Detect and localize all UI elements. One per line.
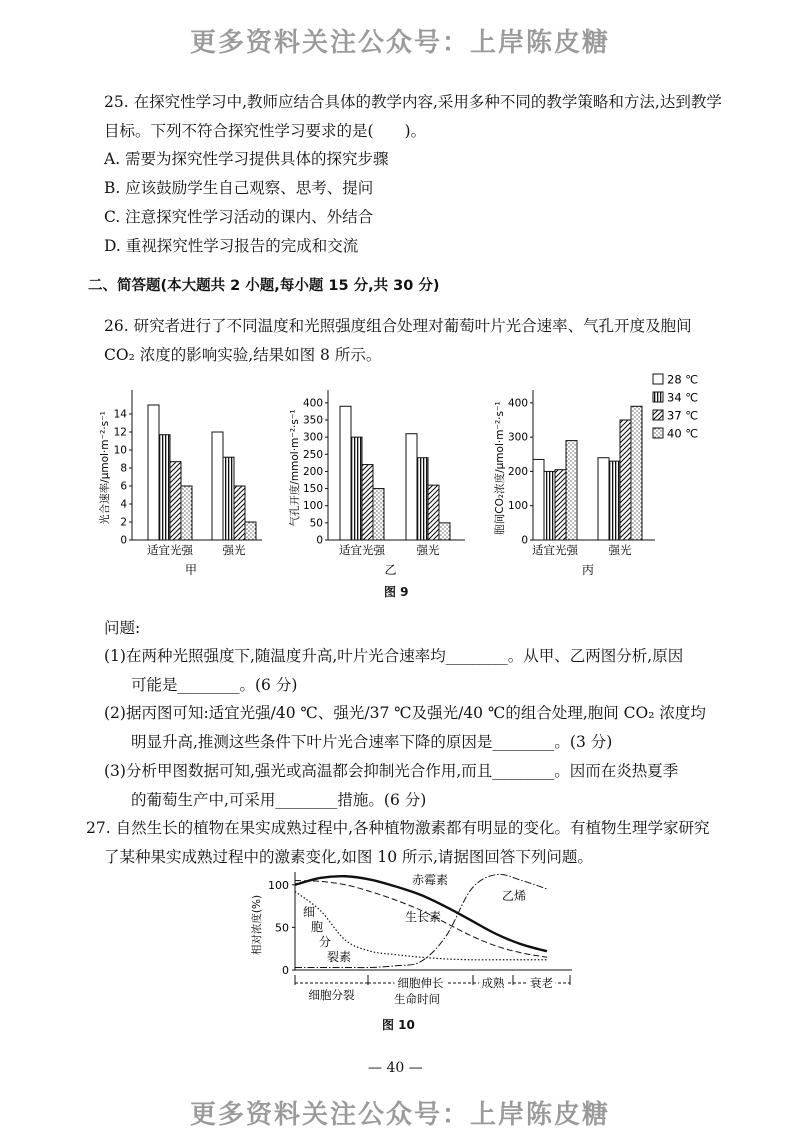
- y-tick-label: 300: [507, 431, 528, 444]
- bar: [223, 457, 234, 540]
- y-tick-label: 50: [309, 517, 323, 530]
- questions-label: 问题:: [104, 619, 141, 637]
- q26-line1: 26. 研究者进行了不同温度和光照强度组合处理对葡萄叶片光合速率、气孔开度及胞间: [104, 317, 692, 335]
- panel-label: 乙: [384, 563, 397, 577]
- bar: [234, 486, 245, 540]
- legend-swatch: [653, 392, 663, 402]
- bar: [598, 458, 609, 540]
- bar: [212, 432, 223, 540]
- stage-label: 衰老: [530, 976, 553, 990]
- bar: [373, 489, 384, 540]
- q25-option-c: C. 注意探究性学习活动的课内、外结合: [104, 208, 374, 226]
- legend-label: 40 ℃: [667, 426, 699, 441]
- legend-label: 34 ℃: [667, 390, 699, 405]
- x-axis-label: 生命时间: [394, 992, 440, 1006]
- figure-10: [240, 866, 590, 1012]
- bar: [631, 406, 642, 540]
- q25-option-a: A. 需要为探究性学习提供具体的探究步骤: [104, 150, 389, 168]
- legend-swatch: [653, 410, 663, 420]
- stage-label: 成熟: [481, 976, 505, 990]
- q25-line1: 25. 在探究性学习中,教师应结合具体的教学内容,采用多种不同的教学策略和方法,达到教学: [104, 93, 722, 111]
- category-label: 适宜光强: [147, 543, 193, 557]
- label-gibberellin: 赤霉素: [412, 873, 449, 887]
- bar: [544, 471, 555, 540]
- y-tick-label: 12: [113, 426, 127, 439]
- category-label: 强光: [608, 543, 632, 557]
- y-tick-label: 50: [275, 921, 289, 935]
- q26-sub1-line1: (1)在两种光照强度下,随温度升高,叶片光合速率均________。从甲、乙两图分析,原因: [104, 647, 684, 665]
- q27-line1: 27. 自然生长的植物在果实成熟过程中,各种植物激素都有明显的变化。有植物生理学家研究: [86, 819, 710, 837]
- legend-label: 37 ℃: [667, 408, 699, 423]
- y-tick-label: 0: [120, 534, 127, 547]
- bar: [406, 434, 417, 540]
- y-tick-label: 10: [113, 444, 127, 457]
- y-tick-label: 250: [302, 448, 323, 461]
- q25-option-b: B. 应该鼓励学生自己观察、思考、提问: [104, 179, 374, 197]
- category-label: 适宜光强: [339, 543, 385, 557]
- y-tick-label: 100: [507, 500, 528, 513]
- legend-swatch: [653, 428, 663, 438]
- label-ethylene: 乙烯: [502, 889, 527, 903]
- y-tick-label: 200: [507, 465, 528, 478]
- category-label: 强光: [416, 543, 440, 557]
- q25-option-d: D. 重视探究性学习报告的完成和交流: [104, 237, 359, 255]
- y-tick-label: 8: [120, 462, 127, 475]
- y-tick-label: 0: [282, 964, 289, 977]
- panel-label: 丙: [581, 563, 595, 577]
- y-tick-label: 14: [113, 408, 127, 421]
- legend-label: 28 ℃: [667, 372, 699, 387]
- y-axis-label: 光合速率/μmol·m⁻²·s⁻¹: [99, 411, 111, 525]
- hormone-chart: [250, 872, 572, 1006]
- y-tick-label: 400: [507, 397, 528, 410]
- label-auxin: 生长素: [405, 910, 442, 924]
- y-tick-label: 100: [302, 500, 323, 513]
- y-tick-label: 350: [302, 414, 323, 427]
- q25-line2: 目标。下列不符合探究性学习要求的是( )。: [104, 122, 427, 140]
- label-cytokinin-3: 分: [319, 935, 332, 949]
- bar: [555, 470, 566, 540]
- y-tick-label: 0: [316, 534, 323, 547]
- bar: [417, 458, 428, 540]
- figure9-legend: [653, 373, 698, 441]
- figure10-caption: 图 10: [382, 1018, 415, 1032]
- bar: [533, 459, 544, 540]
- bar: [148, 405, 159, 540]
- q26-sub1-line2: 可能是________。(6 分): [131, 676, 298, 694]
- q27-line2: 了某种果实成熟过程中的激素变化,如图 10 所示,请据图回答下列问题。: [104, 848, 593, 866]
- bar: [428, 485, 439, 540]
- bar: [170, 462, 181, 540]
- bar: [340, 406, 351, 540]
- watermark-bottom: 更多资料关注公众号：上岸陈皮糖: [189, 1100, 610, 1130]
- figure-9: [90, 368, 740, 580]
- stage-label: 细胞伸长: [397, 976, 444, 990]
- y-tick-label: 400: [302, 397, 323, 410]
- page-number: — 40 —: [368, 1060, 423, 1076]
- bar: [439, 523, 450, 540]
- label-cytokinin-4: 裂素: [327, 950, 352, 964]
- y-tick-label: 6: [120, 480, 127, 493]
- y-tick-label: 0: [521, 534, 528, 547]
- q26-sub2-line1: (2)据丙图可知:适宜光强/40 ℃、强光/37 ℃及强光/40 ℃的组合处理,胞间 CO₂ 浓度均: [104, 704, 706, 722]
- stage-label: 细胞分裂: [308, 988, 355, 1002]
- y-tick-label: 200: [302, 465, 323, 478]
- y-tick-label: 2: [120, 516, 127, 529]
- bar: [245, 522, 256, 540]
- category-label: 强光: [222, 543, 246, 557]
- y-tick-label: 150: [302, 483, 323, 496]
- y-axis-label: 相对浓度(%): [251, 894, 263, 956]
- y-axis-label: 胞间CO₂浓度/μmol·m⁻²·s⁻¹: [494, 401, 506, 535]
- y-tick-label: 300: [302, 431, 323, 444]
- y-tick-label: 100: [268, 878, 289, 892]
- bar: [181, 486, 192, 540]
- section-heading: 二、简答题(本大题共 2 小题,每小题 15 分,共 30 分): [88, 278, 440, 294]
- y-axis-label: 气孔开度/mmol·m⁻²·s⁻¹: [289, 409, 301, 527]
- figure9-caption: 图 9: [384, 585, 409, 599]
- bar: [362, 465, 373, 540]
- legend-swatch: [653, 374, 663, 384]
- watermark-top: 更多资料关注公众号：上岸陈皮糖: [189, 28, 610, 58]
- q26-sub3-line2: 的葡萄生产中,可采用________措施。(6 分): [131, 791, 427, 809]
- q26-line2: CO₂ 浓度的影响实验,结果如图 8 所示。: [104, 346, 382, 364]
- q26-sub3-line1: (3)分析甲图数据可知,强光或高温都会抑制光合作用,而且________。因而在炎热夏季: [104, 762, 679, 780]
- y-tick-label: 4: [120, 498, 127, 511]
- bar: [159, 435, 170, 540]
- bar: [566, 441, 577, 540]
- q26-sub2-line2: 明显升高,推测这些条件下叶片光合速率下降的原因是________。(3 分): [131, 733, 613, 751]
- label-cytokinin-1: 细: [303, 905, 316, 919]
- bar: [351, 437, 362, 540]
- label-cytokinin-2: 胞: [311, 920, 324, 934]
- panel-label: 甲: [184, 563, 198, 577]
- bar: [620, 420, 631, 540]
- chart-bing: [493, 390, 655, 577]
- bar: [609, 461, 620, 540]
- chart-jia: [98, 390, 262, 577]
- category-label: 适宜光强: [532, 543, 578, 557]
- chart-yi: [288, 390, 465, 577]
